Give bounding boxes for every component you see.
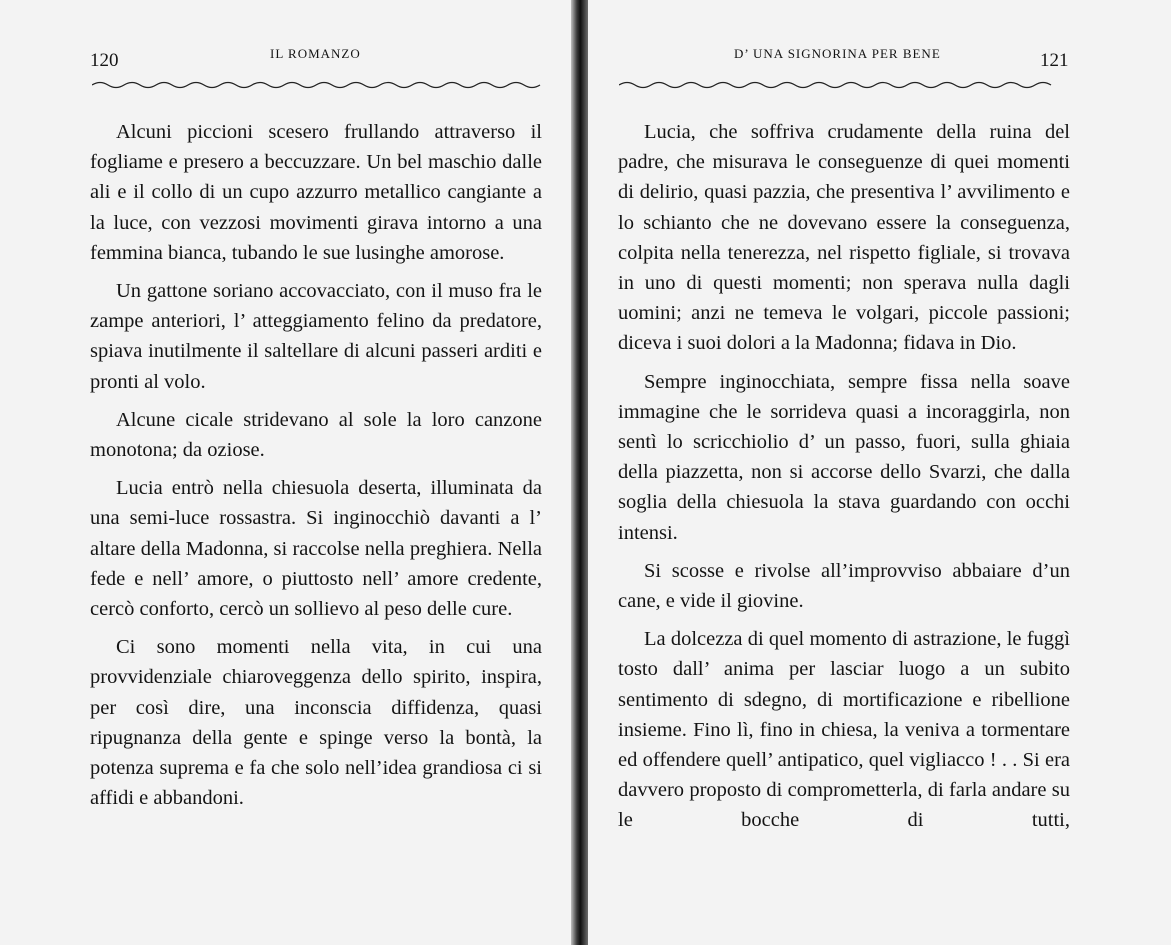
right-page-number: 121 — [1040, 50, 1069, 71]
left-paragraph-4: Lucia entrò nella chiesuola deserta, illuminata da una semi-luce rossastra. Si inginocchiò davanti a l’ altare della Madonna, si raccolse nella preghiera. Nella fede e nell’ amore, o piuttosto nell’ amore credente, cercò conforto, cercò un sollievo al peso delle cure. — [90, 477, 542, 621]
right-paragraph-1: Lucia, che soffriva crudamente della ruina del padre, che misurava le conseguenze di quei momenti di delirio, quasi pazzia, che presentiva l’ avvilimento e lo schianto che ne dovevano essere la conseguenza, colpita nella tenerezza, nel rispetto figliale, si trovava in uno di questi momenti; non sperava nulla dagli uomini; anzi ne temeva le volgari, piccole passioni; diceva i suoi dolori a la Madonna; fidava in Dio. — [618, 121, 1070, 355]
left-paragraph-3: Alcune cicale stridevano al sole la loro canzone monotona; da oziose. — [90, 408, 542, 462]
right-page — [588, 0, 1171, 945]
left-paragraph-1: Alcuni piccioni scesero frullando attraverso il fogliame e presero a beccuzzare. Un bel maschio dalle ali e il collo di un cupo azzurro metallico cangiante a la luce, con vezzosi movimenti girava intorno a una femmina bianca, tubando le sue lusinghe amorose. — [90, 121, 542, 264]
right-body-text — [618, 117, 1070, 844]
right-paragraph-2: Sempre inginocchiata, sempre fissa nella soave immagine che le sorrideva quasi a incoraggirla, non sentì lo scricchiolio d’ un passo, fuori, sulla ghiaia della piazzetta, non si accorse dello Svarzi, che dalla soglia della chiesuola la stava guardando con occhi intensi. — [618, 370, 1070, 544]
right-header-ornament-rule — [619, 79, 1063, 93]
left-paragraph-2: Un gattone soriano accovacciato, con il muso fra le zampe anteriori, l’ atteggiamento felino da predatore, spiava inutilmente il saltellare di alcuni passeri arditi e pronti al volo. — [90, 280, 542, 393]
left-header-ornament-rule — [92, 79, 544, 93]
left-paragraph-5: Ci sono momenti nella vita, in cui una provvidenziale chiaroveggenza dello spirito, inspira, per così dire, una inconscia diffidenza, quasi ripugnanza della gente e spinge verso la bontà, la potenza suprema e fa che solo nell’idea grandiosa ci si affidi e abbandoni. — [90, 636, 542, 810]
book-gutter — [571, 0, 588, 945]
right-paragraph-3: Si scosse e rivolse all’improvviso abbaiare d’un cane, e vide il giovine. — [618, 559, 1070, 613]
left-body-text — [90, 117, 542, 821]
left-running-head: IL ROMANZO — [270, 46, 361, 61]
right-running-head: D’ UNA SIGNORINA PER BENE — [734, 46, 941, 61]
left-page-number: 120 — [90, 50, 119, 71]
left-page — [0, 0, 578, 945]
right-paragraph-4: La dolcezza di quel momento di astrazione, le fuggì tosto dall’ anima per lasciar luogo a un subito sentimento di sdegno, di mortificazione e ribellione insieme. Fino lì, fino in chiesa, la veniva a tormentare ed offendere quell’ antipatico, quel vigliacco ! . . Si era davvero proposto di comprometterla, di farla andare su le bocche di tutti, — [618, 628, 1070, 832]
